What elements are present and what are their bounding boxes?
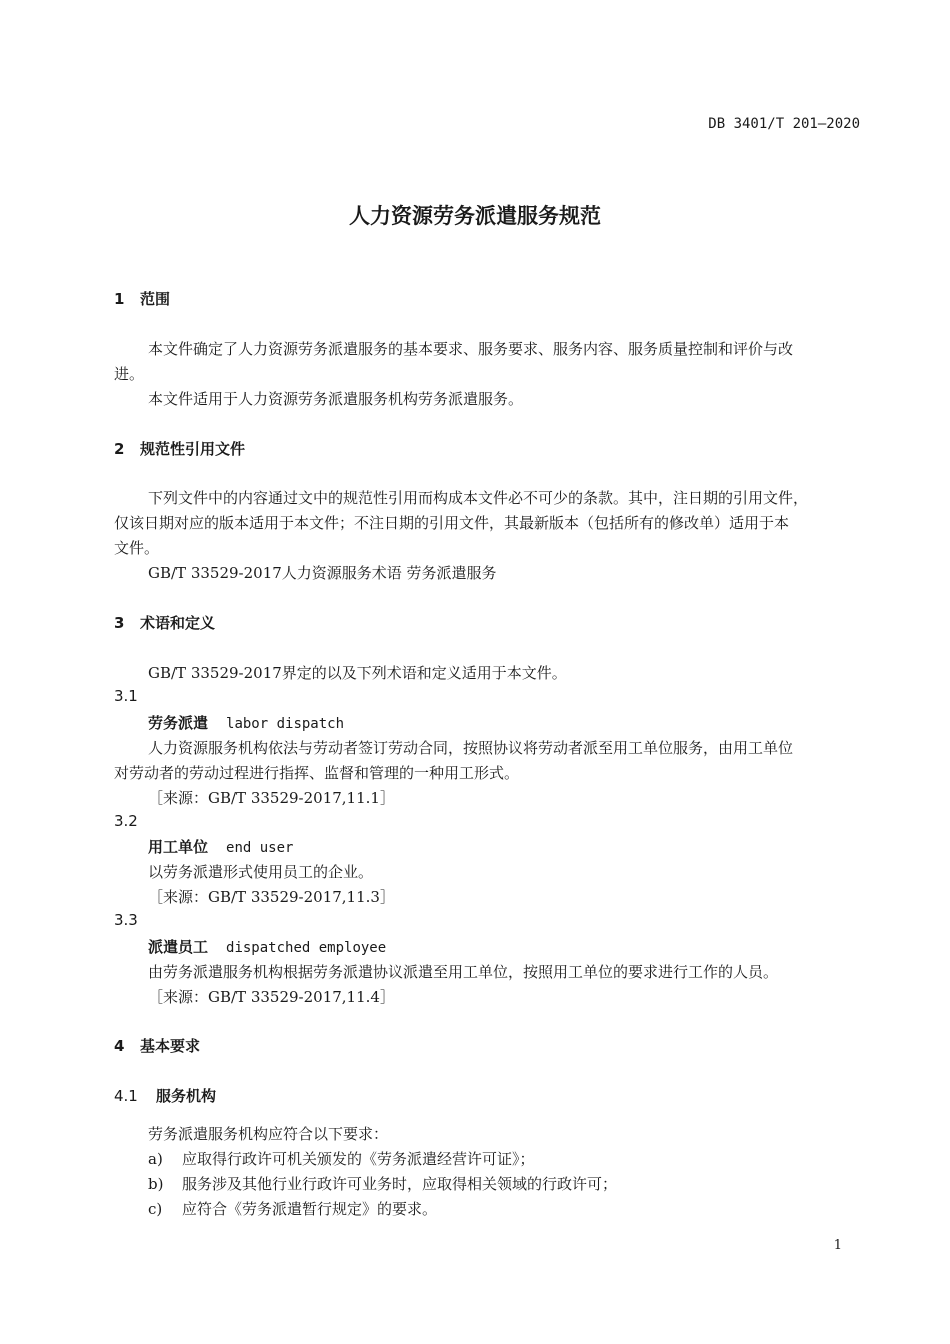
list-item [148, 1148, 535, 1169]
term-en: end user [226, 840, 294, 856]
document-title: 人力资源劳务派遣服务规范 [349, 204, 601, 228]
term-definition: 人力资源服务机构依法与劳动者签订劳动合同，按照协议将劳动者派至用工单位服务，由用工单位 [148, 739, 794, 757]
term-entry [148, 712, 344, 733]
page-number: 1 [833, 1238, 842, 1253]
term-definition: 由劳务派遣服务机构根据劳务派遣协议派遣至用工单位，按照用工单位的要求进行工作的人员。 [148, 963, 779, 981]
section-number: 3 [114, 614, 125, 632]
term-definition: 对劳动者的劳动过程进行指挥、监督和管理的一种用工形式。 [114, 764, 520, 782]
paragraph: 文件。 [114, 539, 160, 557]
term-zh: 劳务派遣 [148, 714, 209, 732]
paragraph: GB/T 33529-2017界定的以及下列术语和定义适用于本文件。 [148, 664, 567, 682]
section-title: 基本要求 [140, 1037, 201, 1055]
term-zh: 用工单位 [148, 838, 209, 856]
normative-reference: GB/T 33529-2017人力资源服务术语 劳务派遣服务 [148, 564, 497, 582]
subsection-title: 服务机构 [156, 1087, 217, 1105]
section-number: 4 [114, 1037, 125, 1055]
section-title: 术语和定义 [140, 614, 216, 632]
document-code: DB 3401/T 201—2020 [708, 116, 860, 132]
section-2-heading [114, 438, 245, 459]
list-item [148, 1173, 617, 1194]
term-entry [148, 836, 293, 857]
term-entry [148, 936, 386, 957]
list-item-label: a) [148, 1150, 163, 1168]
section-1-heading [114, 288, 170, 309]
list-item-text: 服务涉及其他行业行政许可业务时，应取得相关领域的行政许可； [182, 1175, 618, 1193]
list-item-label: c) [148, 1200, 163, 1218]
section-number: 1 [114, 290, 125, 308]
list-item [148, 1198, 437, 1219]
term-zh: 派遣员工 [148, 938, 209, 956]
section-title: 范围 [140, 290, 171, 308]
term-source: ［来源：GB/T 33529-2017,11.1］ [148, 789, 395, 807]
section-4-heading [114, 1035, 200, 1056]
section-title: 规范性引用文件 [140, 440, 246, 458]
term-source: ［来源：GB/T 33529-2017,11.4］ [148, 988, 395, 1006]
term-number: 3.1 [114, 687, 138, 705]
term-number: 3.3 [114, 911, 138, 929]
section-3-heading [114, 612, 215, 633]
paragraph: 下列文件中的内容通过文中的规范性引用而构成本文件必不可少的条款。其中，注日期的引用文件， [148, 489, 809, 507]
term-en: dispatched employee [226, 940, 387, 956]
term-source: ［来源：GB/T 33529-2017,11.3］ [148, 888, 395, 906]
paragraph: 本文件确定了人力资源劳务派遣服务的基本要求、服务要求、服务内容、服务质量控制和评价与改 [148, 340, 794, 358]
list-item-label: b) [148, 1175, 164, 1193]
subsection-4-1-heading [114, 1085, 216, 1106]
paragraph: 仅该日期对应的版本适用于本文件；不注日期的引用文件，其最新版本（包括所有的修改单）适用于本 [114, 514, 790, 532]
list-item-text: 应取得行政许可机关颁发的《劳务派遣经营许可证》； [182, 1150, 535, 1168]
term-definition: 以劳务派遣形式使用员工的企业。 [148, 863, 374, 881]
section-number: 2 [114, 440, 125, 458]
list-item-text: 应符合《劳务派遣暂行规定》的要求。 [182, 1200, 438, 1218]
paragraph: 本文件适用于人力资源劳务派遣服务机构劳务派遣服务。 [148, 390, 524, 408]
subsection-number: 4.1 [114, 1087, 138, 1105]
term-number: 3.2 [114, 812, 138, 830]
term-en: labor dispatch [226, 716, 345, 732]
paragraph: 劳务派遣服务机构应符合以下要求： [148, 1125, 389, 1143]
paragraph: 进。 [114, 365, 145, 383]
